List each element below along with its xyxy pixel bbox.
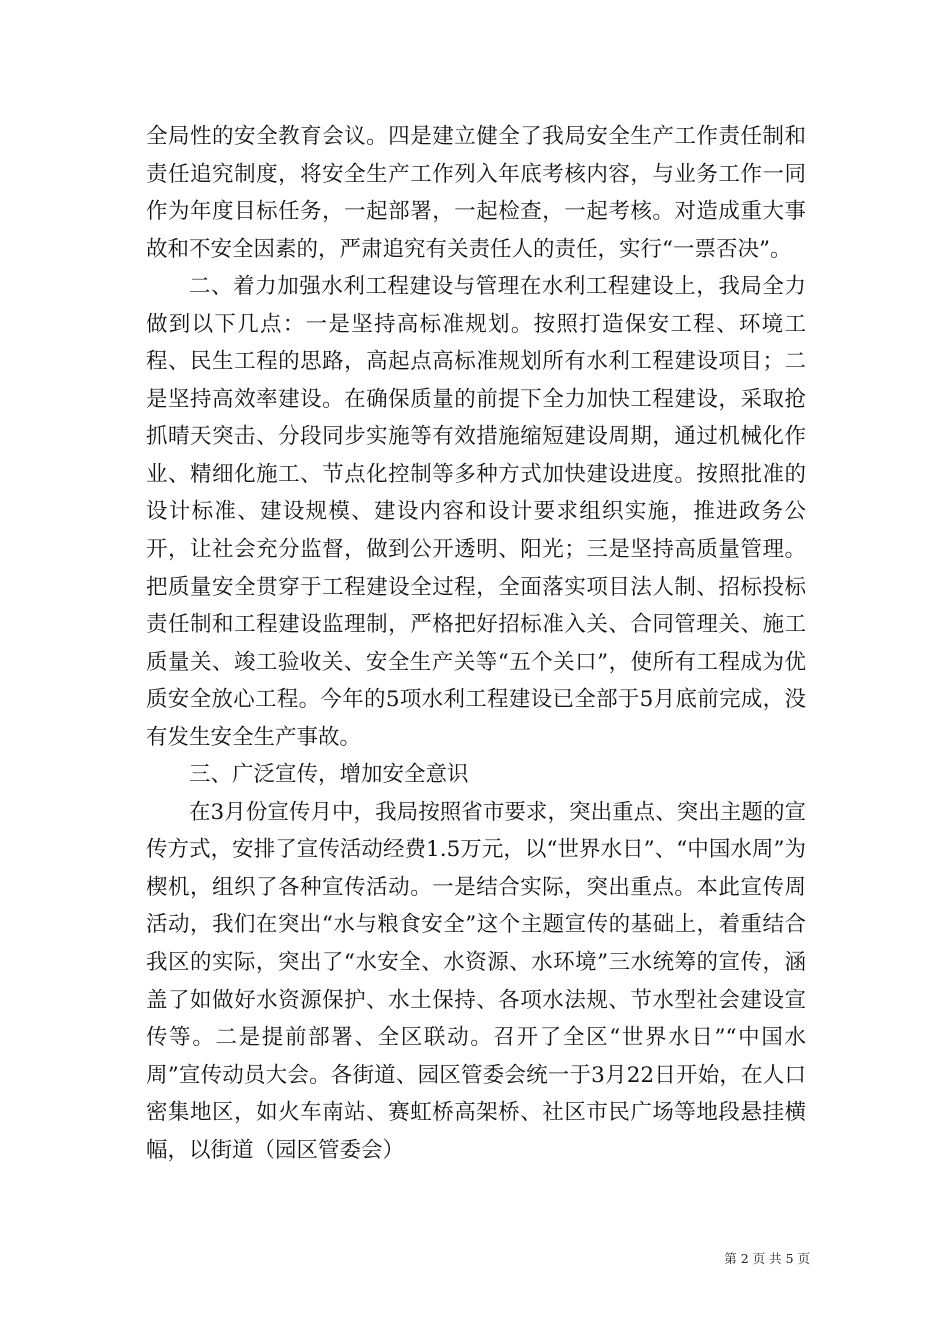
page-number-footer: 第 2 页 共 5 页 <box>724 1251 810 1266</box>
paragraph-publicity-month: 在3月份宣传月中，我局按照省市要求，突出重点、突出主题的宣传方式，安排了宣传活动经费1.5万元，以“世界水日”、“中国水周”为楔机，组织了各种宣传活动。一是结合实际，突出重点。本此宣传周活动，我们在突出“水与粮食安全”这个主题宣传的基础上，着重结合我区的实际，突出了“水安全、水资源、水环境”三水统筹的宣传，涵盖了如做好水资源保护、水土保持、各项水法规、节水型社会建设宣传等。二是提前部署、全区联动。召开了全区“世界水日”“中国水周”宣传动员大会。各街道、园区管委会统一于3月22日开始，在人口密集地区，如火车南站、赛虹桥高架桥、社区市民广场等地段悬挂横幅，以街道（园区管委会） <box>146 799 806 1163</box>
section-heading-publicity: 三、广泛宣传，增加安全意识 <box>189 762 469 788</box>
paragraph-water-project-construction: 二、着力加强水利工程建设与管理在水利工程建设上，我局全力做到以下几点：一是坚持高标准规划。按照打造保安工程、环境工程、民生工程的思路，高起点高标准规划所有水利工程建设项目；二是坚持高效率建设。在确保质量的前提下全力加快工程建设，采取抢抓晴天突击、分段同步实施等有效措施缩短建设周期，通过机械化作业、精细化施工、节点化控制等多种方式加快建设进度。按照批准的设计标准、建设规模、建设内容和设计要求组织实施，推进政务公开，让社会充分监督，做到公开透明、阳光；三是坚持高质量管理。把质量安全贯穿于工程建设全过程，全面落实项目法人制、招标投标责任制和工程建设监理制，严格把好招标准入关、合同管理关、施工质量关、竣工验收关、安全生产关等“五个关口”，使所有工程成为优质安全放心工程。今年的5项水利工程建设已全部于5月底前完成，没有发生安全生产事故。 <box>146 274 806 750</box>
document-body <box>146 118 806 1169</box>
paragraph-safety-responsibility: 全局性的安全教育会议。四是建立健全了我局安全生产工作责任制和责任追究制度，将安全生产工作列入年底考核内容，与业务工作一同作为年度目标任务，一起部署，一起检查，一起考核。对造成重大事故和不安全因素的，严肃追究有关责任人的责任，实行“一票否决”。 <box>146 124 806 262</box>
